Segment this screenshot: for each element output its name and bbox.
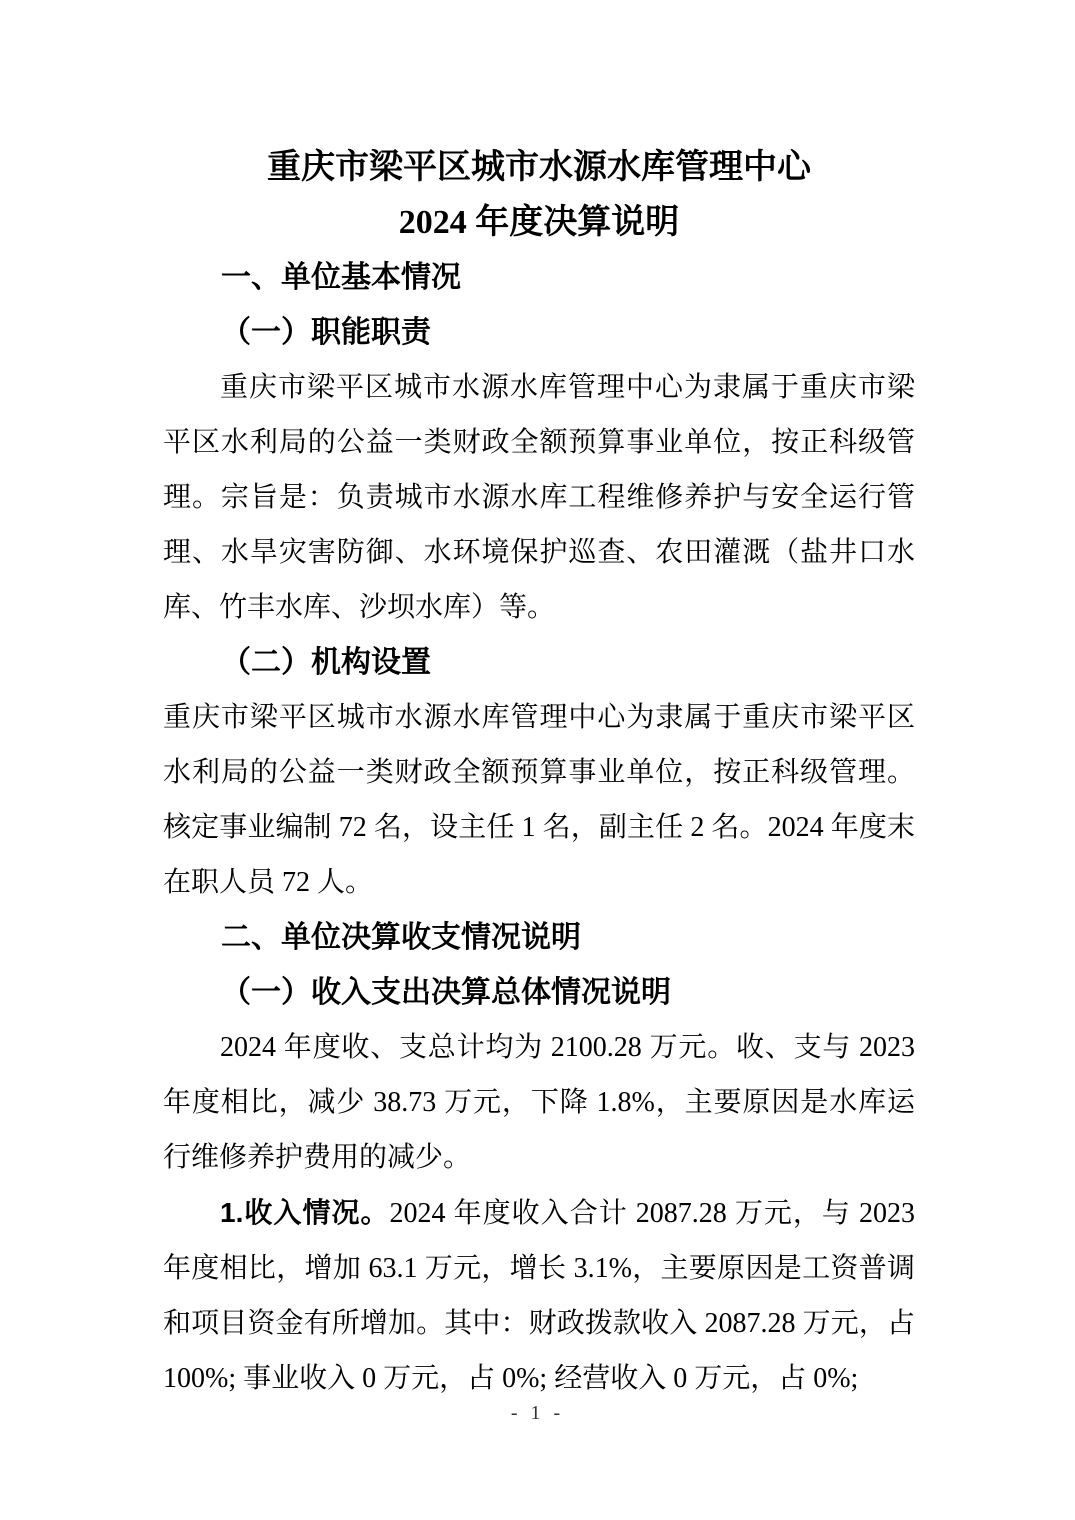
subsection-heading-1-2: （二）机构设置 xyxy=(221,646,431,679)
paragraph-overall-balance: 2024 年度收、支总计均为 2100.28 万元。收、支与 2023 年度相比，减少 38.73 万元，下降 1.8%，主要原因是水库运行维修养护费用的减少。 xyxy=(163,1032,915,1173)
subsection-heading-2-1: （一）收入支出决算总体情况说明 xyxy=(221,976,671,1009)
income-lead-label: 1.收入情况。 xyxy=(220,1197,390,1228)
section-heading-1: 一、单位基本情况 xyxy=(221,261,461,294)
income-text: 2024 年度收入合计 2087.28 万元，与 2023 年度相比，增加 63.1 万元，增长 3.1%，主要原因是工资普调和项目资金有所增加。其中：财政拨款收入 2087.28 万元，占 100%; 事业收入 0 万元，占 0%; 经营收入 0 万元，占 0%; xyxy=(163,1198,915,1394)
doc-title-line-1: 重庆市梁平区城市水源水库管理中心 xyxy=(267,149,811,186)
paragraph-functions: 重庆市梁平区城市水源水库管理中心为隶属于重庆市梁平区水利局的公益一类财政全额预算事业单位，按正科级管理。宗旨是：负责城市水源水库工程维修养护与安全运行管理、水旱灾害防御、水环境保护巡查、农田灌溉（盐井口水库、竹丰水库、沙坝水库）等。 xyxy=(163,372,915,623)
subsection-heading-1-1: （一）职能职责 xyxy=(221,316,431,349)
paragraph-organization: 重庆市梁平区城市水源水库管理中心为隶属于重庆市梁平区水利局的公益一类财政全额预算事业单位，按正科级管理。核定事业编制 72 名，设主任 1 名，副主任 2 名。2024 年度末在职人员 72 人。 xyxy=(163,702,915,898)
doc-title-line-2: 2024 年度决算说明 xyxy=(398,204,680,241)
paragraph-income xyxy=(163,1185,915,1406)
section-heading-2: 二、单位决算收支情况说明 xyxy=(221,921,581,954)
page-number: - 1 - xyxy=(510,1402,565,1424)
